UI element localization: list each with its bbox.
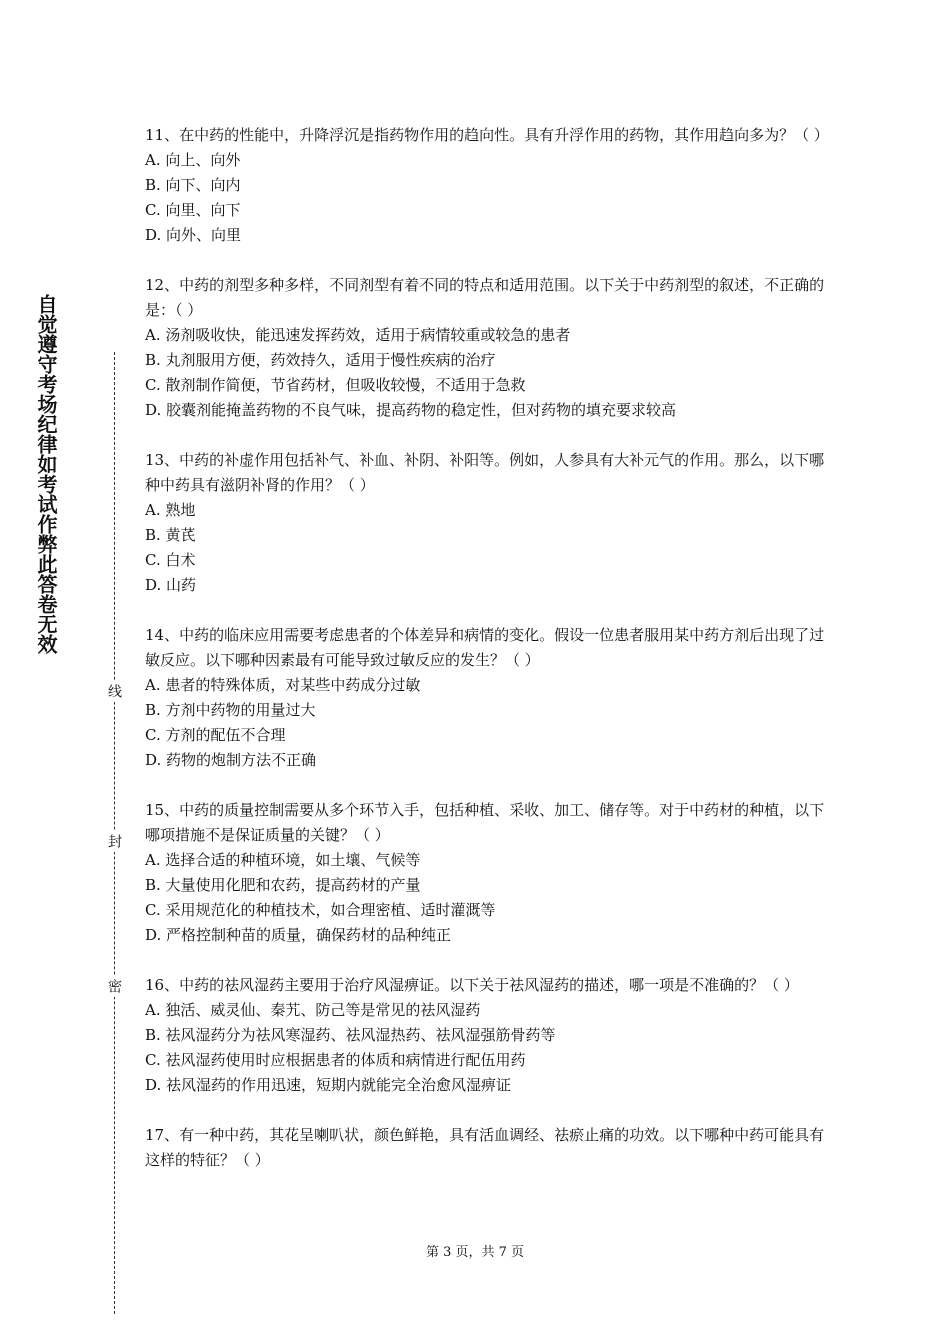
option-d: D. 向外、向里 xyxy=(145,226,242,244)
option-a: A. 汤剂吸收快，能迅速发挥药效，适用于病情较重或较急的患者 xyxy=(145,326,571,344)
question-12 xyxy=(145,273,825,423)
question-list xyxy=(145,123,829,1198)
question-14 xyxy=(145,623,825,773)
option-a: A. 选择合适的种植环境，如土壤、气候等 xyxy=(145,851,421,869)
option-b: B. 黄芪 xyxy=(145,526,196,544)
exam-discipline-notice: 自觉遵守考场纪律如考试作弊此答卷无效 xyxy=(34,294,58,654)
question-stem: 14、中药的临床应用需要考虑患者的个体差异和病情的变化。假设一位患者服用某中药方剂后出现了过敏反应。以下哪种因素最有可能导致过敏反应的发生？（ ） xyxy=(145,626,825,669)
seal-label-secret: 密 xyxy=(105,975,125,997)
question-stem: 16、中药的祛风湿药主要用于治疗风湿痹证。以下关于祛风湿药的描述，哪一项是不准确的？（ ） xyxy=(145,976,799,994)
option-d: D. 祛风湿药的作用迅速，短期内就能完全治愈风湿痹证 xyxy=(145,1076,512,1094)
question-stem: 15、中药的质量控制需要从多个环节入手，包括种植、采收、加工、储存等。对于中药材的种植，以下哪项措施不是保证质量的关键？（ ） xyxy=(145,801,825,844)
option-d: D. 药物的炮制方法不正确 xyxy=(145,751,317,769)
question-11 xyxy=(145,123,829,248)
question-16 xyxy=(145,973,825,1098)
question-stem: 11、在中药的性能中，升降浮沉是指药物作用的趋向性。具有升浮作用的药物，其作用趋向多为？（ ） xyxy=(145,126,829,144)
option-b: B. 大量使用化肥和农药，提高药材的产量 xyxy=(145,876,421,894)
option-b: B. 丸剂服用方便，药效持久，适用于慢性疾病的治疗 xyxy=(145,351,496,369)
question-stem: 17、有一种中药，其花呈喇叭状，颜色鲜艳，具有活血调经、祛瘀止痛的功效。以下哪种中药可能具有这样的特征？（ ） xyxy=(145,1126,825,1169)
question-stem: 13、中药的补虚作用包括补气、补血、补阴、补阳等。例如，人参具有大补元气的作用。那么，以下哪种中药具有滋阴补肾的作用？（ ） xyxy=(145,451,825,494)
seal-label-seal: 封 xyxy=(105,830,125,852)
option-c: C. 白术 xyxy=(145,551,196,569)
binding-margin xyxy=(0,0,130,1344)
option-c: C. 方剂的配伍不合理 xyxy=(145,726,286,744)
option-a: A. 患者的特殊体质，对某些中药成分过敏 xyxy=(145,676,421,694)
option-b: B. 祛风湿药分为祛风寒湿药、祛风湿热药、祛风湿强筋骨药等 xyxy=(145,1026,556,1044)
option-b: B. 方剂中药物的用量过大 xyxy=(145,701,316,719)
option-c: C. 向里、向下 xyxy=(145,201,241,219)
option-c: C. 采用规范化的种植技术，如合理密植、适时灌溉等 xyxy=(145,901,496,919)
question-stem: 12、中药的剂型多种多样，不同剂型有着不同的特点和适用范围。以下关于中药剂型的叙述，不正确的是：（ ） xyxy=(145,276,825,319)
question-15 xyxy=(145,798,825,948)
option-a: A. 向上、向外 xyxy=(145,151,241,169)
option-a: A. 独活、威灵仙、秦艽、防己等是常见的祛风湿药 xyxy=(145,1001,481,1019)
option-d: D. 山药 xyxy=(145,576,197,594)
question-13 xyxy=(145,448,825,598)
option-a: A. 熟地 xyxy=(145,501,196,519)
option-b: B. 向下、向内 xyxy=(145,176,241,194)
page-number-footer: 第 3 页，共 7 页 xyxy=(425,1245,525,1260)
option-d: D. 严格控制种苗的质量，确保药材的品种纯正 xyxy=(145,926,452,944)
option-d: D. 胶囊剂能掩盖药物的不良气味，提高药物的稳定性，但对药物的填充要求较高 xyxy=(145,401,677,419)
option-c: C. 散剂制作简便，节省药材，但吸收较慢，不适用于急救 xyxy=(145,376,526,394)
option-c: C. 祛风湿药使用时应根据患者的体质和病情进行配伍用药 xyxy=(145,1051,526,1069)
seal-label-line: 线 xyxy=(105,680,125,702)
question-17 xyxy=(145,1123,825,1173)
